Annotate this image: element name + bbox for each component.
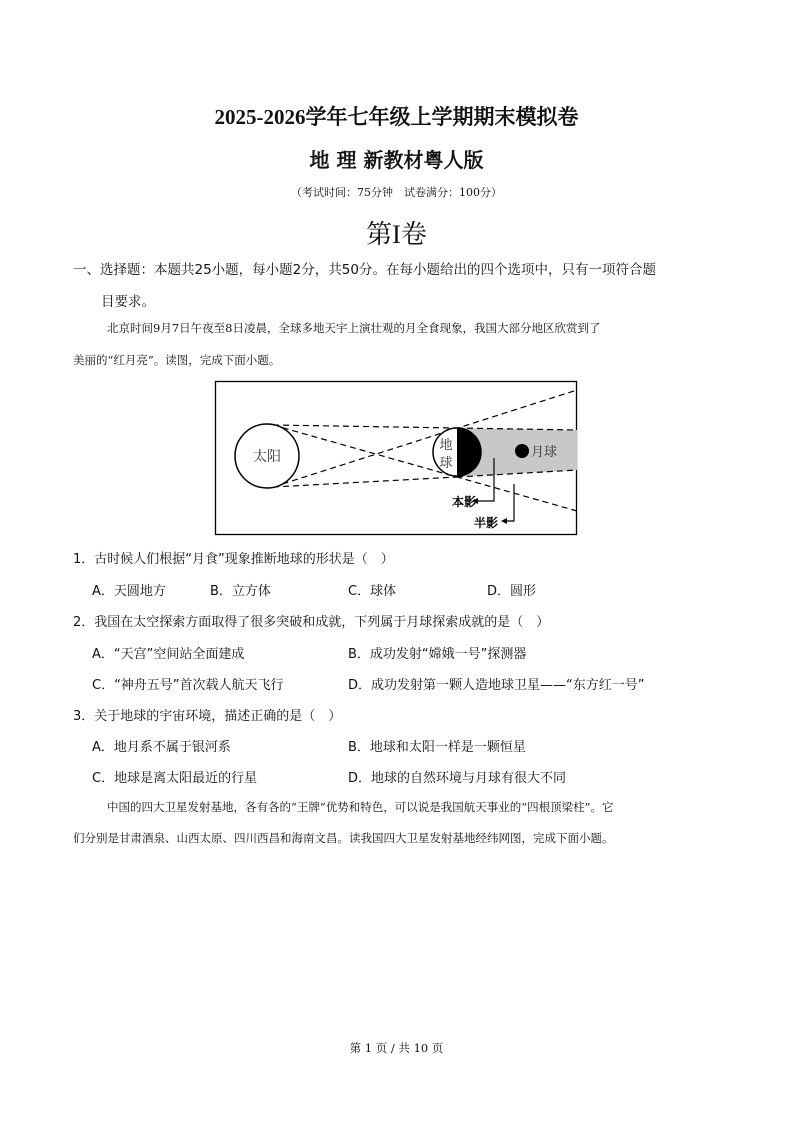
question-2-option-d: D．成功发射第一颗人造地球卫星——“东方红一号” xyxy=(348,678,645,693)
question-3-option-a: A．地月系不属于银河系 xyxy=(92,740,231,755)
exam-subject: 地 理 新教材粤人版 xyxy=(309,148,484,172)
question-2-option-b: B．成功发射“嫦娥一号”探测器 xyxy=(348,647,527,662)
question-2-stem: 2．我国在太空探索方面取得了很多突破和成就，下列属于月球探索成就的是（ ） xyxy=(73,615,550,630)
umbra-label: 本影 xyxy=(452,495,477,509)
volume-title: 第I卷 xyxy=(366,220,427,249)
passage2-line2: 们分别是甘肃酒泉、山西太原、四川西昌和海南文昌。读我国四大卫星发射基地经纬网图，完成下面小题。 xyxy=(73,831,614,845)
question-1-option-d: D．圆形 xyxy=(487,584,537,599)
question-1-stem: 1．古时候人们根据“月食”现象推断地球的形状是（ ） xyxy=(73,552,394,567)
section-instructions-line1: 一、选择题：本题共25小题，每小题2分，共50分。在每小题给出的四个选项中，只有一项符合题 xyxy=(73,262,656,278)
section-instructions-line2: 目要求。 xyxy=(101,294,155,310)
lunar-eclipse-diagram xyxy=(0,0,793,560)
exam-title: 2025-2026学年七年级上学期期末模拟卷 xyxy=(214,105,579,129)
question-3-option-b: B．地球和太阳一样是一颗恒星 xyxy=(348,740,526,755)
question-3-stem: 3．关于地球的宇宙环境，描述正确的是（ ） xyxy=(73,709,342,724)
question-1-option-a: A．天圆地方 xyxy=(92,584,166,599)
question-3-option-c: C．地球是离太阳最近的行星 xyxy=(92,771,258,786)
question-2-option-c: C．“神舟五号”首次载人航天飞行 xyxy=(92,678,284,693)
earth-label-1: 地 xyxy=(439,438,453,453)
page-number: 第 1 页 / 共 10 页 xyxy=(349,1041,444,1055)
earth-label-2: 球 xyxy=(439,456,453,471)
passage1-line2: 美丽的“红月亮”。读图，完成下面小题。 xyxy=(73,353,281,367)
moon-circle xyxy=(515,444,529,458)
passage1-line1: 北京时间9月7日午夜至8日凌晨，全球多地天宇上演壮观的月全食现象，我国大部分地区欣赏到了 xyxy=(107,321,601,335)
sun-label: 太阳 xyxy=(253,449,281,465)
question-2-option-a: A．“天宫”空间站全面建成 xyxy=(92,647,245,662)
passage2-line1: 中国的四大卫星发射基地，各有各的“王牌”优势和特色，可以说是我国航天事业的“四根顶梁柱”。它 xyxy=(107,800,614,814)
moon-label: 月球 xyxy=(531,445,558,460)
question-3-option-d: D．地球的自然环境与月球有很大不同 xyxy=(348,771,567,786)
penumbra-label: 半影 xyxy=(474,516,499,530)
question-1-option-c: C．球体 xyxy=(348,584,397,599)
question-1-option-b: B．立方体 xyxy=(210,584,271,599)
exam-info: （考试时间：75分钟 试卷满分：100分） xyxy=(291,186,502,199)
